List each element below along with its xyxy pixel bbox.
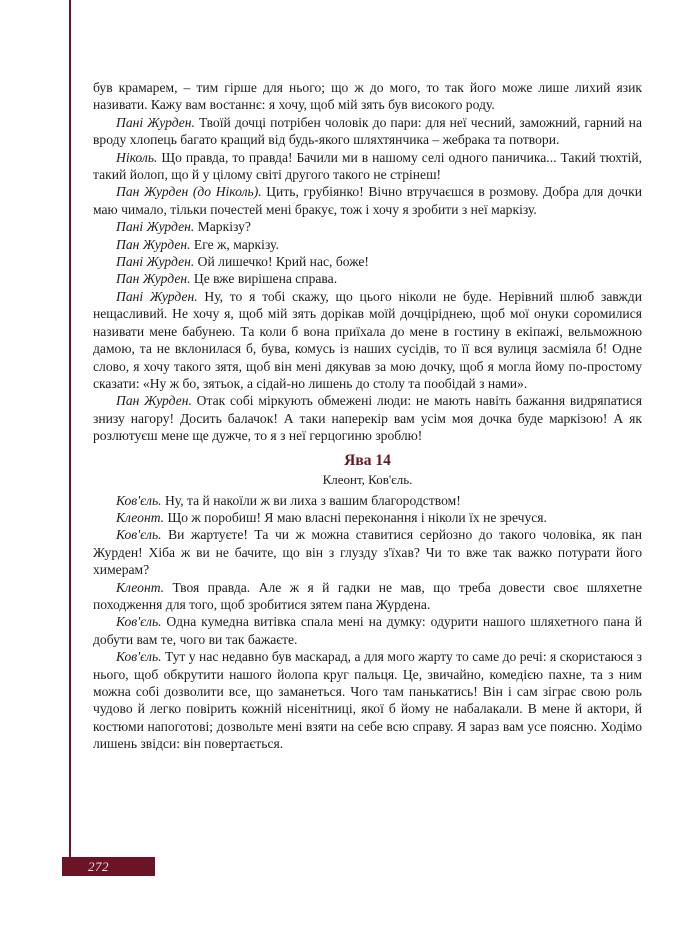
speaker: Клеонт. — [116, 509, 165, 525]
paragraph — [93, 253, 642, 270]
paragraph — [93, 613, 642, 648]
paragraph-text: Ну, то я тобі скажу, що цього ніколи не буде. Нерівний шлюб завжди нещасливий. Не хочу я, щоб мій зять дорікав моїй дочціріднею, щоб мої онуки соромилися називати мене бабунею. Та коли б вона приїхала до мене в гостину в екіпажі, вельможною дамою, та не вклонилася б, бува, комусь із наших сусідів, то її вся вулиця засміяла б! Одне слово, я хочу такого зятя, щоб він мені дякував за мою дочку, щоб я могла йому по-простому сказати: «Ну ж бо, зятьок, а сідай-но лишень до столу та пообідай з нами». — [93, 288, 642, 391]
speaker: Ков'єль. — [116, 649, 162, 665]
paragraph-text: Ви жартуєте! Та чи ж можна ставитися серйозно до такого чоловіка, як пан Журден! Хіба ж ви не бачите, що він з глузду з'їхав? Чи то вже так важко потурати його химерам? — [93, 527, 642, 578]
speaker: Пані Журден. — [116, 254, 195, 270]
paragraph-text: Цить, грубіянко! Вічно втручаєшся в розмову. Добра для дочки маю чимало, тільки почестей мені бракує, тож і хочу я зробити з неї маркізу. — [93, 184, 642, 217]
paragraph-text: Отак собі міркують обмежені люди: не мають навіть бажання видряпатися знизу нагору! Досить балачок! А таки наперекір вам усім моя дочка буде маркізою! А як розлютуєш мене ще дужче, то я з неї герцогиню зроблю! — [93, 393, 642, 444]
speaker: Ніколь. — [116, 149, 158, 165]
paragraph — [93, 526, 642, 578]
paragraph — [93, 114, 642, 149]
speaker: Пан Журден. — [116, 271, 191, 287]
paragraph — [93, 392, 642, 444]
margin-rule — [69, 0, 71, 857]
speaker: Пані Журден. — [116, 219, 195, 235]
paragraph-text: Ой лишечко! Крий нас, боже! — [194, 254, 369, 270]
page-text — [93, 79, 642, 753]
paragraph-text: Що правда, то правда! Бачили ми в нашому селі одного паничика... Такий тюхтій, такий йолоп, що й у цілому світі другого такого не стрінеш! — [93, 149, 642, 183]
paragraph-text: Еге ж, маркізу. — [190, 236, 279, 252]
paragraph-text: Що ж поробиш! Я маю власні переконання і ніколи їх не зречуся. — [164, 509, 547, 525]
paragraph-text: Це вже вирішена справа. — [190, 271, 338, 287]
paragraph-text: Тут у нас недавно був маскарад, а для мого жарту то саме до речі: я скористаюся з нього, щоб обкрутити нашого йолопа круг пальця. Це, звичайно, комедією пахне, та з ним можна собі дозволити все, що заманеться. Чого там панькатись! Він і сам зіграє свою роль чудово й легко повірить кожній нісенітниці, якої б йому не набалакали. В мене й актори, й костюми напоготові; дозвольте мені взяти на себе всю справу. Я зараз вам усе поясню. Ходімо лишень звідси: він повертається. — [93, 649, 642, 752]
speaker: Клеонт. — [116, 579, 165, 595]
speaker: Пані Журден. — [116, 288, 198, 304]
paragraph — [93, 183, 642, 218]
paragraph — [93, 288, 642, 392]
speaker: Пан Журден. — [116, 393, 192, 409]
paragraph-text: Ну, та й накоїли ж ви лиха з вашим благородством! — [161, 492, 461, 508]
paragraph-text: Твоїй дочці потрібен чоловік до пари: для неї чесний, заможний, гарний на вроду хлопець багато кращий від будь-якого шляхтянчика – жебрака та потвори. — [93, 114, 642, 148]
paragraph — [93, 218, 642, 235]
paragraph — [93, 492, 642, 509]
paragraph — [93, 79, 642, 114]
scene-characters: Клеонт, Ков'єль. — [322, 471, 413, 487]
paragraph — [93, 509, 642, 526]
speaker: Ков'єль. — [116, 492, 162, 508]
page-number: 272 — [62, 857, 155, 876]
paragraph — [93, 648, 642, 752]
speaker: Пані Журден. — [116, 114, 195, 130]
paragraph-text: був крамарем, – тим гірше для нього; що ж до мого, то так його може лише лихий язик називати. Кажу вам востаннє: я хочу, щоб мій зять був високого роду. — [93, 80, 642, 113]
paragraph — [93, 270, 642, 287]
paragraph-text: Одна кумедна витівка спала мені на думку: одурити нашого шляхетного пана й добути вам те, чого ви так бажаєте. — [93, 614, 642, 647]
paragraph — [93, 149, 642, 184]
speaker: Ков'єль. — [116, 527, 162, 543]
speaker: Пан Журден (до Ніколь). — [116, 184, 262, 200]
paragraph-text: Твоя правда. Але ж я й гадки не мав, що треба довести своє шляхетне походження для того, щоб зробитися зятем пана Журдена. — [93, 579, 642, 612]
paragraph-text: Маркізу? — [194, 219, 251, 235]
paragraph — [93, 236, 642, 253]
scene-title: Ява 14 — [344, 451, 391, 469]
paragraph — [93, 579, 642, 614]
speaker: Ков'єль. — [116, 614, 162, 630]
speaker: Пан Журден. — [116, 236, 191, 252]
